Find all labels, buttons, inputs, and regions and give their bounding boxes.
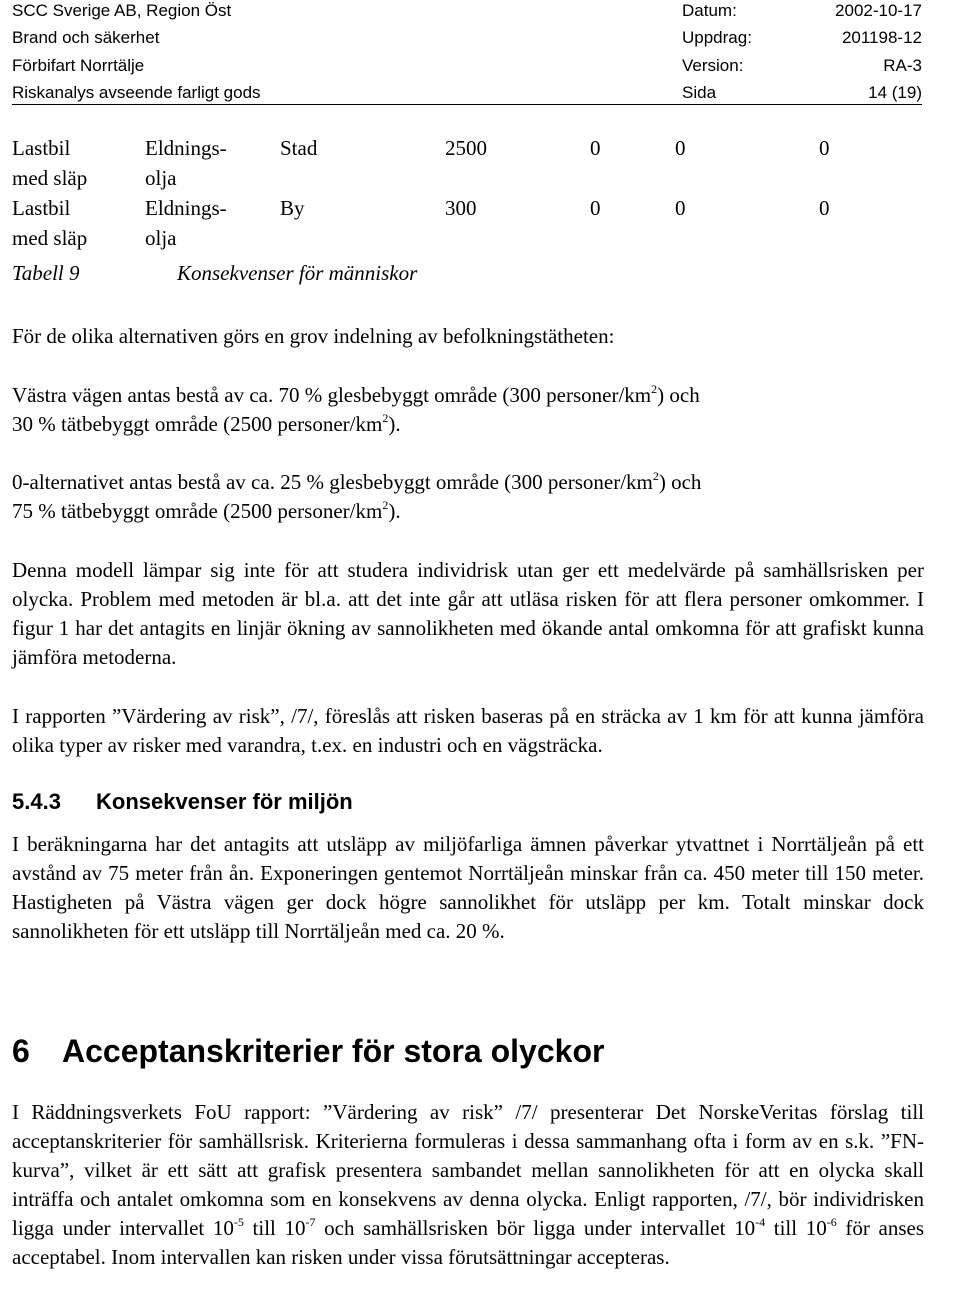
chapter-title: Acceptanskriterier för stora olyckor bbox=[62, 1033, 605, 1069]
table-caption-text: Konsekvenser för människor bbox=[177, 261, 418, 285]
header-assignment-value: 201198-12 bbox=[841, 28, 922, 47]
section-title: Konsekvenser för miljön bbox=[96, 789, 353, 814]
table-cell-cargo: Eldnings- olja bbox=[145, 196, 227, 250]
table-cell-value: 0 bbox=[590, 196, 601, 220]
header-assignment-label: Uppdrag: bbox=[682, 28, 752, 47]
table-cell-vehicle: Lastbil med släp bbox=[12, 196, 88, 250]
header-date-value: 2002-10-17 bbox=[835, 1, 922, 20]
intro-paragraph: För de olika alternativen görs en grov indelning av befolkningstätheten: bbox=[12, 324, 615, 348]
header-department: Brand och säkerhet bbox=[12, 28, 160, 47]
acceptance-paragraph: I Räddningsverkets FoU rapport: ”Värdering av risk” /7/ presenterar Det NorskeVeritas förslag till acceptanskriterier för samhällsrisk. Kriterierna formuleras i dessa sammanhang ofta i form av en s.k. ”FN-kurva”, vilket är ett sätt att grafisk presentera sambandet mellan sannolikheten för att en olycka skall inträffa och antalet omkomna som en konsekvens av denna olycka. Enligt rapporten, /7/, bör individrisken ligga under intervallet $10^{-5}$ till $10^{-7}$ och samhällsrisken bör ligga under intervallet $10^{-4}$ till $10^{-6}$ för anses acceptabel. Inom intervallen kan risken under vissa förutsättningar accepteras. bbox=[12, 1100, 924, 1269]
header-version-label: Version: bbox=[682, 56, 744, 75]
zero-alternative-paragraph: 0-alternativet antas bestå av ca. 25 % glesbebyggt område (300 personer/$km^2$) och 75 % tätbebyggt område (2500 personer/$km^2$). bbox=[12, 469, 702, 523]
table-caption-number: Tabell 9 bbox=[12, 261, 80, 285]
header-date-label: Datum: bbox=[682, 1, 737, 20]
header-divider bbox=[12, 104, 922, 105]
table-cell-value: 0 bbox=[819, 136, 830, 160]
model-paragraph: Denna modell lämpar sig inte för att studera individrisk utan ger ett medelvärde på samhällsrisken per olycka. Problem med metoden är bl.a. att det inte går att utläsa risken för att flera personer omkommer. I figur 1 har det antagits en linjär ökning av sannolikheten med ökande antal omkomna för att grafiskt kunna jämföra metoderna. bbox=[12, 558, 924, 669]
table-cell-value: 0 bbox=[675, 196, 686, 220]
header-version-value: RA-3 bbox=[883, 56, 922, 75]
header-document-title: Riskanalys avseende farligt gods bbox=[12, 83, 261, 102]
table-cell-area: Stad bbox=[280, 136, 318, 160]
header-page-label: Sida bbox=[682, 83, 717, 102]
header-project: Förbifart Norrtälje bbox=[12, 56, 145, 75]
table-cell-population: 2500 bbox=[445, 136, 487, 160]
header-company: SCC Sverige AB, Region Öst bbox=[12, 1, 232, 20]
environment-paragraph: I beräkningarna har det antagits att utsläpp av miljöfarliga ämnen påverkar ytvattnet i Norrtäljeån på ett avstånd av 75 meter från ån. Exponeringen gentemot Norrtäljeån minskar från ca. 450 meter till 150 meter. Hastigheten på Västra vägen ger dock högre sannolikhet för utsläpp per km. Totalt minskar dock sannolikheten för ett utsläpp till Norrtäljeån med ca. 20 %. bbox=[12, 832, 924, 943]
table-cell-value: 0 bbox=[819, 196, 830, 220]
report-paragraph: I rapporten ”Värdering av risk”, /7/, föreslås att risken baseras på en sträcka av 1 km för att kunna jämföra olika typer av risker med varandra, t.ex. en industri och en vägsträcka. bbox=[12, 704, 924, 757]
table-cell-cargo: Eldnings- olja bbox=[145, 136, 227, 190]
table-cell-vehicle: Lastbil med släp bbox=[12, 136, 88, 190]
section-number: 5.4.3 bbox=[12, 789, 61, 814]
table-cell-value: 0 bbox=[675, 136, 686, 160]
table-cell-value: 0 bbox=[590, 136, 601, 160]
header-page-value: 14 (19) bbox=[868, 83, 922, 102]
chapter-number: 6 bbox=[12, 1033, 30, 1069]
vastra-paragraph: Västra vägen antas bestå av ca. 70 % glesbebyggt område (300 personer/$km^2$) och 30 % tätbebyggt område (2500 personer/$km^2$). bbox=[12, 382, 700, 436]
table-cell-population: 300 bbox=[445, 196, 477, 220]
table-cell-area: By bbox=[280, 196, 305, 220]
